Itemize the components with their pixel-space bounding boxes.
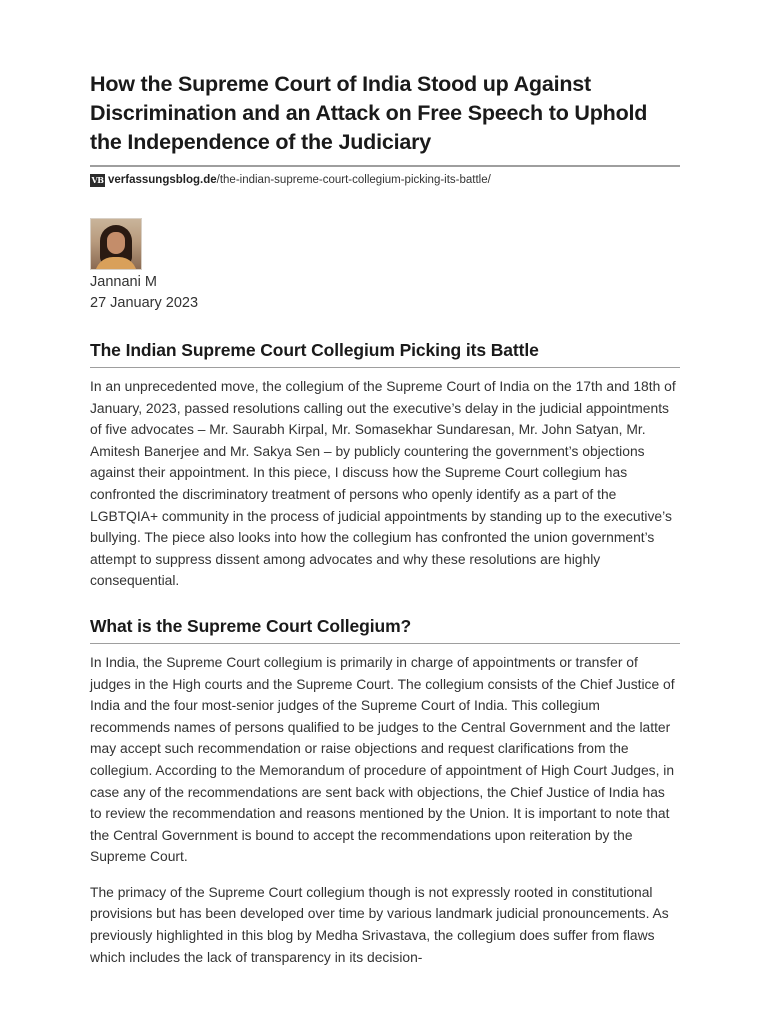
section-1	[90, 338, 680, 592]
publish-date: 27 January 2023	[90, 295, 199, 311]
section-heading: The Indian Supreme Court Collegium Picking its Battle	[90, 340, 539, 360]
source-line	[90, 172, 680, 188]
source-domain: verfassungsblog.de	[108, 174, 217, 186]
section-divider	[90, 367, 680, 368]
section-paragraph: The primacy of the Supreme Court collegium though is not expressly rooted in constitutional provisions but has been developed over time by various landmark judicial pronouncements. As previously highlighted in this blog by Medha Srivastava, the collegium does suffer from flaws which includes the lack of transparency in its decision-	[90, 883, 669, 965]
article-page	[90, 0, 680, 968]
source-link[interactable]	[108, 172, 491, 188]
section-paragraph: In India, the Supreme Court collegium is primarily in charge of appointments or transfer of judges in the High courts and the Supreme Court. The collegium consists of the Chief Justice of India and the four most-senior judges of the Supreme Court of India. This collegium recommends names of persons qualified to be judges to the Central Government and the latter may accept such recommendation or raise objections and request clarifications from the collegium. According to the Memorandum of procedure of appointment of High Court Judges, in case any of the recommendations are sent back with objections, the Chief Justice of India has to review the recommendation and reasons mentioned by the Union. It is important to note that the Central Government is bound to accept the recommendations upon reiteration by the Supreme Court.	[90, 653, 675, 865]
title-divider	[90, 165, 680, 167]
section-paragraph: In an unprecedented move, the collegium of the Supreme Court of India on the 17th and 18th of January, 2023, passed resolutions calling out the executive’s delay in the judicial appointments of five advocates – Mr. Saurabh Kirpal, Mr. Somasekhar Sundaresan, Mr. John Satyan, Mr. Amitesh Banerjee and Mr. Sakya Sen – by publicly countering the government’s objections against their appointment. In this piece, I discuss how the Supreme Court collegium has confronted the discriminatory treatment of persons who openly identify as a part of the LGBTQIA+ community in the process of judicial appointments by standing up to the executive’s bullying. The piece also looks into how the collegium has confronted the union government’s attempt to suppress dissent among advocates and why these resolutions are highly consequential.	[90, 378, 676, 589]
section-divider	[90, 643, 680, 644]
verfassungsblog-logo-icon: VB	[91, 174, 104, 185]
author-avatar	[90, 218, 142, 270]
author-name: Jannani M	[90, 274, 157, 290]
author-block	[90, 218, 680, 314]
section-2	[90, 614, 680, 968]
article-title: How the Supreme Court of India Stood up Against Discrimination and an Attack on Free Speech to Uphold the Independence of the Judiciary	[90, 72, 648, 154]
source-path: /the-indian-supreme-court-collegium-picking-its-battle/	[216, 174, 491, 186]
section-heading: What is the Supreme Court Collegium?	[90, 615, 412, 636]
